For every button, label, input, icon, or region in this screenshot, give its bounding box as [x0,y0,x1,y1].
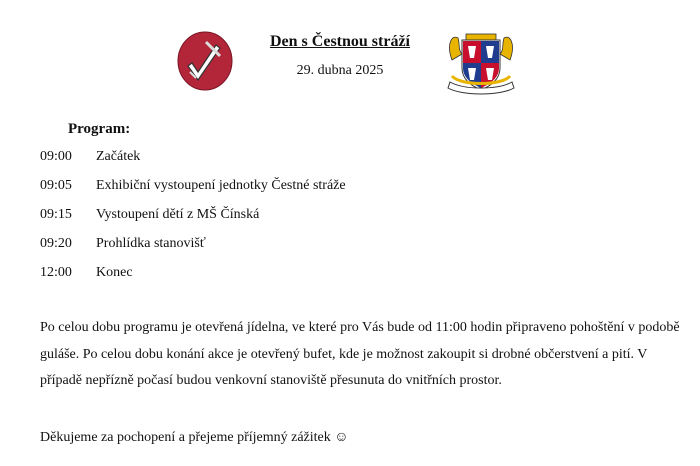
schedule-item: Exhibiční vystoupení jednotky Čestné stráže [96,178,346,193]
schedule-time: 09:00 [40,149,72,164]
schedule-time: 09:05 [40,178,72,193]
schedule-item: Vystoupení dětí z MŠ Čínská [96,207,260,222]
schedule-row [40,265,346,294]
schedule-row [40,207,346,236]
program-schedule [40,149,346,294]
schedule-item: Začátek [96,149,141,164]
schedule-time: 12:00 [40,265,72,280]
schedule-item: Konec [96,265,133,280]
document-title: Den s Čestnou stráží [270,33,410,50]
schedule-item: Prohlídka stanovišť [96,236,206,251]
schedule-time: 09:20 [40,236,72,251]
schedule-row [40,178,346,207]
schedule-row [40,236,346,265]
closing-line: Děkujeme za pochopení a přejeme příjemný zážitek ☺ [40,430,349,445]
schedule-row [40,149,346,178]
program-heading: Program: [68,121,131,137]
schedule-time: 09:15 [40,207,72,222]
unit-badge-logo [176,30,234,92]
event-date: 29. dubna 2025 [296,63,384,78]
coat-of-arms-emblem [444,30,518,98]
info-paragraph: Po celou dobu programu je otevřená jídelna, ve které pro Vás bude od 11:00 hodin připraveno pohoštění v podobě guláše. Po celou dobu konání akce je otevřený bufet, kde je možnost zakoupit si drobné občerstvení a pití. V případě nepřízně počasí budou venkovní stanoviště přesunuta do vnitřních prostor. [40,320,680,388]
